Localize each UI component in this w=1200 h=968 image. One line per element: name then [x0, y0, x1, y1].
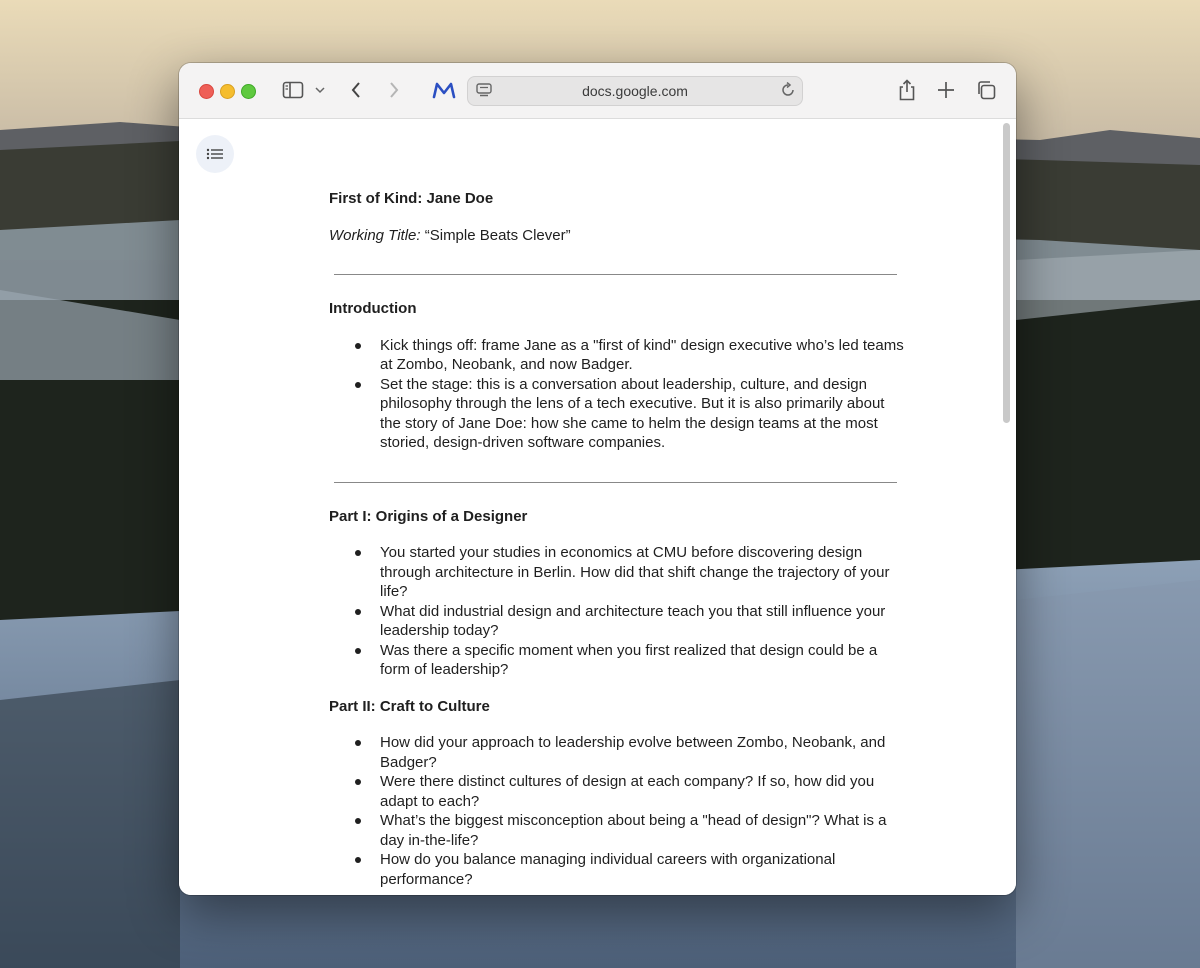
- horizontal-rule: [334, 482, 897, 483]
- url-text[interactable]: docs.google.com: [582, 83, 688, 99]
- browser-toolbar: [179, 63, 1016, 119]
- list-item: What’s the biggest misconception about being a "head of design"? What is a day in-the-life?: [380, 811, 909, 850]
- tabs-overview-icon[interactable]: [974, 77, 998, 103]
- bullet-list: [329, 336, 909, 453]
- browser-window: [179, 63, 1016, 895]
- close-window-button[interactable]: [199, 84, 214, 99]
- plus-icon[interactable]: [934, 77, 958, 103]
- section-heading: Part II: Craft to Culture: [329, 697, 490, 715]
- list-item: Set the stage: this is a conversation about leadership, culture, and design philosophy through the lens of a tech executive. But it is also primarily about the story of Jane Doe: how she came to helm the design teams at the most storied, design-driven software companies.: [380, 375, 909, 453]
- chevron-left-icon[interactable]: [345, 77, 367, 103]
- document-body[interactable]: [329, 189, 909, 889]
- section-heading: Introduction: [329, 300, 417, 317]
- horizontal-rule: [334, 274, 897, 275]
- page-content: [179, 119, 1016, 895]
- section-heading: Part I: Origins of a Designer: [329, 507, 528, 525]
- list-item: Kick things off: frame Jane as a "first of kind" design executive who’s led teams at Zombo, Neobank, and now Badger.: [380, 336, 909, 375]
- working-title-value: “Simple Beats Clever”: [420, 226, 571, 244]
- list-icon: [206, 148, 224, 160]
- working-title-label: Working Title:: [329, 226, 421, 244]
- reload-icon[interactable]: [780, 82, 796, 103]
- list-item: You started your studies in economics at CMU before discovering design through architecture in Berlin. How did that shift change the trajectory of your life?: [380, 543, 909, 602]
- list-item: Was there a specific moment when you first realized that design could be a form of leadership?: [380, 641, 909, 680]
- document-outline-button[interactable]: [196, 135, 234, 173]
- bullet-list: [329, 733, 909, 889]
- address-bar[interactable]: [467, 76, 803, 106]
- chevron-right-icon[interactable]: [383, 77, 405, 103]
- sidebar-icon[interactable]: [280, 77, 306, 103]
- chevron-down-icon[interactable]: [313, 77, 327, 103]
- minimize-window-button[interactable]: [220, 84, 235, 99]
- list-item: How did your approach to leadership evolve between Zombo, Neobank, and Badger?: [380, 733, 909, 772]
- list-item: How do you balance managing individual careers with organizational performance?: [380, 850, 909, 889]
- scrollbar[interactable]: [1003, 123, 1010, 423]
- list-item: What did industrial design and architecture teach you that still influence your leadership today?: [380, 602, 909, 641]
- share-icon[interactable]: [895, 77, 919, 103]
- bullet-list: [329, 543, 909, 680]
- m-logo-icon[interactable]: [431, 77, 457, 103]
- zoom-window-button[interactable]: [241, 84, 256, 99]
- list-item: Were there distinct cultures of design at each company? If so, how did you adapt to each?: [380, 772, 909, 811]
- working-title: [329, 226, 909, 246]
- document-title: First of Kind: Jane Doe: [329, 190, 494, 207]
